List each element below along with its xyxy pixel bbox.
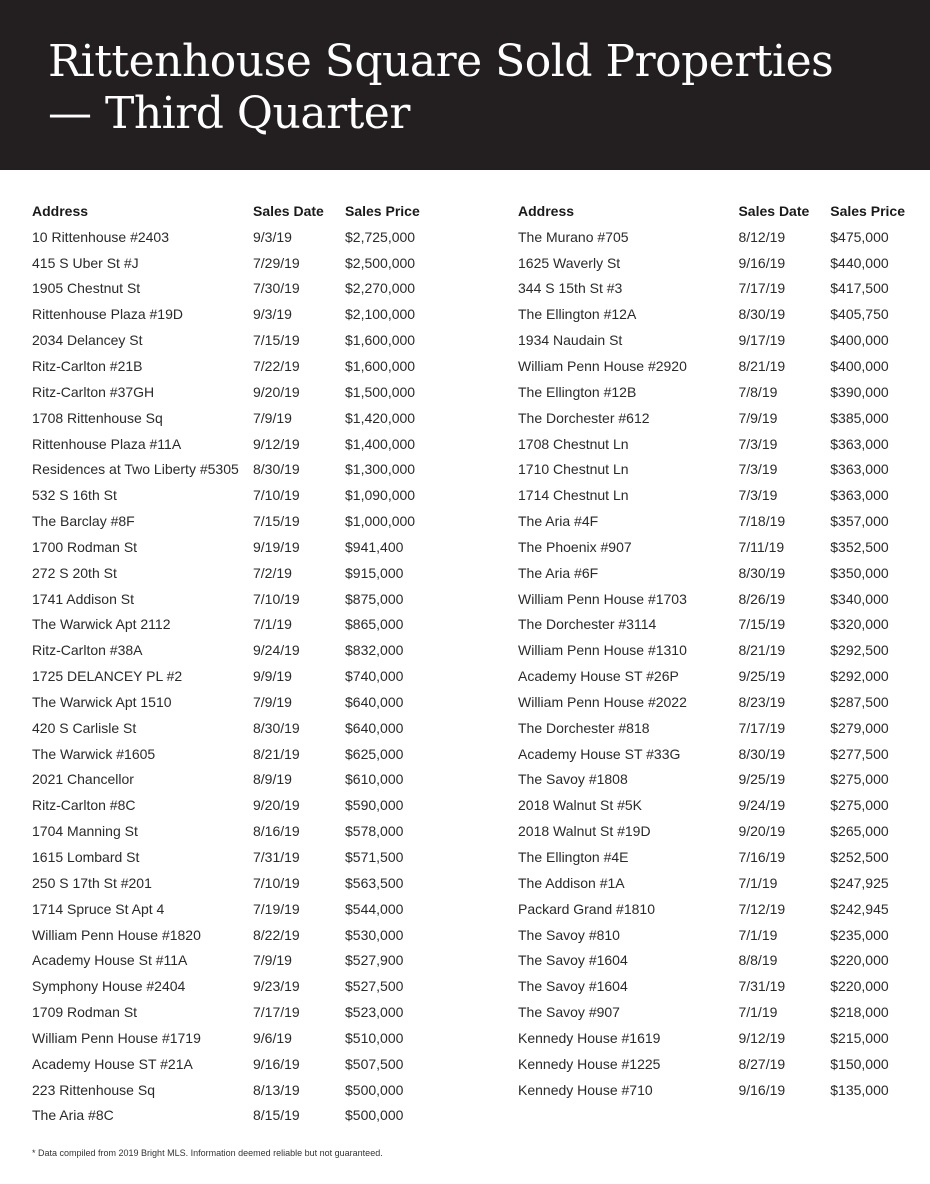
cell-sales-price: $400,000 [830, 357, 889, 374]
cell-sales-price: $640,000 [345, 719, 404, 736]
table-row [518, 534, 930, 560]
cell-sales-date: 7/1/19 [253, 616, 292, 633]
cell-sales-price: $275,000 [830, 771, 889, 788]
cell-address: The Warwick Apt 1510 [32, 693, 172, 710]
cell-sales-date: 7/17/19 [738, 280, 786, 297]
cell-address: The Addison #1A [518, 874, 625, 891]
cell-address: Symphony House #2404 [32, 978, 186, 995]
cell-sales-date: 8/27/19 [738, 1055, 786, 1072]
table-row [32, 818, 455, 844]
cell-address: The Savoy #1808 [518, 771, 628, 788]
cell-address: William Penn House #1820 [32, 926, 201, 943]
cell-sales-price: $2,270,000 [345, 280, 416, 297]
cell-address: 1710 Chestnut Ln [518, 461, 629, 478]
table-row [518, 560, 930, 586]
cell-sales-date: 9/23/19 [253, 978, 300, 995]
table-row [32, 767, 455, 793]
table-row [32, 508, 455, 534]
table-row [32, 534, 455, 560]
table-header-row [32, 198, 455, 224]
title-line-1: Rittenhouse Square Sold Properties [48, 36, 834, 87]
cell-address: Academy House St #11A [32, 952, 188, 969]
table-row [32, 482, 455, 508]
cell-sales-price: $1,600,000 [345, 332, 416, 349]
cell-sales-date: 7/19/19 [253, 900, 300, 917]
cell-sales-date: 7/3/19 [738, 435, 778, 452]
cell-sales-price: $510,000 [345, 1029, 404, 1046]
cell-sales-date: 7/2/19 [253, 564, 292, 581]
table-row [518, 689, 930, 715]
cell-sales-price: $590,000 [345, 797, 404, 814]
header-sales-price: Sales Price [345, 202, 420, 219]
table-row [518, 482, 930, 508]
cell-sales-price: $220,000 [830, 978, 889, 995]
table-row [32, 999, 455, 1025]
cell-sales-date: 7/11/19 [738, 538, 785, 555]
table-row [32, 1103, 455, 1129]
cell-sales-price: $275,000 [830, 797, 889, 814]
cell-address: Kennedy House #710 [518, 1081, 653, 1098]
cell-sales-price: $350,000 [830, 564, 889, 581]
cell-sales-date: 9/3/19 [253, 228, 292, 245]
table-row [518, 379, 930, 405]
cell-sales-price: $400,000 [830, 332, 889, 349]
cell-sales-price: $544,000 [345, 900, 404, 917]
cell-sales-date: 9/24/19 [253, 642, 300, 659]
cell-sales-price: $1,090,000 [345, 487, 416, 504]
cell-sales-price: $507,500 [345, 1055, 404, 1072]
cell-sales-date: 9/12/19 [253, 435, 300, 452]
cell-sales-price: $150,000 [830, 1055, 889, 1072]
cell-address: Ritz-Carlton #21B [32, 357, 143, 374]
table-row [518, 844, 930, 870]
cell-address: Academy House ST #21A [32, 1055, 193, 1072]
cell-address: The Warwick #1605 [32, 745, 156, 762]
cell-address: William Penn House #2022 [518, 693, 687, 710]
cell-sales-date: 8/30/19 [738, 745, 786, 762]
cell-sales-date: 7/9/19 [253, 952, 292, 969]
cell-address: 1700 Rodman St [32, 538, 138, 555]
table-row [518, 999, 930, 1025]
right-sales-table [518, 198, 930, 1103]
cell-address: Kennedy House #1619 [518, 1029, 661, 1046]
table-row [518, 508, 930, 534]
cell-sales-price: $500,000 [345, 1081, 404, 1098]
cell-sales-date: 9/20/19 [738, 823, 786, 840]
cell-address: The Savoy #907 [518, 1004, 620, 1021]
header-sales-price: Sales Price [830, 202, 905, 219]
cell-sales-date: 7/22/19 [253, 357, 300, 374]
table-row [32, 276, 455, 302]
table-row [32, 431, 455, 457]
cell-address: 1704 Manning St [32, 823, 138, 840]
cell-sales-date: 7/15/19 [738, 616, 786, 633]
cell-sales-date: 7/31/19 [738, 978, 786, 995]
cell-address: William Penn House #2920 [518, 357, 687, 374]
cell-sales-date: 8/22/19 [253, 926, 300, 943]
cell-sales-price: $865,000 [345, 616, 404, 633]
cell-address: The Aria #8C [32, 1107, 114, 1124]
cell-sales-price: $363,000 [830, 461, 889, 478]
table-row [32, 250, 455, 276]
cell-address: William Penn House #1310 [518, 642, 687, 659]
cell-address: 2018 Walnut St #5K [518, 797, 643, 814]
cell-sales-date: 8/30/19 [738, 306, 786, 323]
cell-sales-date: 9/19/19 [253, 538, 300, 555]
cell-sales-price: $352,500 [830, 538, 889, 555]
footer-note: * Data compiled from 2019 Bright MLS. Information deemed reliable but not guaranteed. [32, 1148, 383, 1158]
cell-address: 1934 Naudain St [518, 332, 623, 349]
cell-address: 1708 Chestnut Ln [518, 435, 629, 452]
cell-sales-price: $527,900 [345, 952, 404, 969]
cell-sales-price: $357,000 [830, 513, 889, 530]
table-row [32, 870, 455, 896]
cell-sales-date: 8/26/19 [738, 590, 786, 607]
table-row [518, 1025, 930, 1051]
cell-address: 532 S 16th St [32, 487, 117, 504]
header-address: Address [518, 202, 575, 219]
table-row [518, 818, 930, 844]
cell-sales-date: 8/16/19 [253, 823, 300, 840]
cell-sales-date: 8/30/19 [253, 461, 300, 478]
table-row [32, 224, 455, 250]
cell-sales-date: 9/16/19 [253, 1055, 300, 1072]
cell-address: The Savoy #1604 [518, 952, 628, 969]
cell-address: The Savoy #810 [518, 926, 620, 943]
cell-sales-date: 7/9/19 [253, 409, 292, 426]
cell-sales-price: $292,000 [830, 668, 889, 685]
cell-sales-date: 7/8/19 [738, 383, 778, 400]
cell-address: 1905 Chestnut St [32, 280, 141, 297]
cell-sales-date: 7/3/19 [738, 487, 778, 504]
cell-sales-price: $440,000 [830, 254, 889, 271]
table-row [32, 973, 455, 999]
table-row [32, 456, 455, 482]
cell-address: 272 S 20th St [32, 564, 117, 581]
header-address: Address [32, 202, 89, 219]
cell-address: 344 S 15th St #3 [518, 280, 623, 297]
cell-sales-date: 9/17/19 [738, 332, 786, 349]
table-row [518, 276, 930, 302]
table-row [32, 896, 455, 922]
cell-sales-price: $832,000 [345, 642, 404, 659]
table-row [518, 586, 930, 612]
table-row [518, 870, 930, 896]
cell-sales-date: 9/24/19 [738, 797, 786, 814]
cell-sales-date: 9/3/19 [253, 306, 292, 323]
right-table-body [518, 224, 930, 1103]
cell-address: 415 S Uber St #J [32, 254, 139, 271]
cell-sales-date: 9/20/19 [253, 797, 300, 814]
table-row [32, 844, 455, 870]
table-row [32, 405, 455, 431]
page-header [0, 0, 930, 170]
table-row [32, 1051, 455, 1077]
table-row [518, 1051, 930, 1077]
cell-sales-price: $218,000 [830, 1004, 889, 1021]
cell-address: 1725 DELANCEY PL #2 [32, 668, 183, 685]
cell-sales-date: 7/17/19 [738, 719, 786, 736]
cell-sales-date: 7/10/19 [253, 590, 300, 607]
cell-address: The Dorchester #612 [518, 409, 650, 426]
table-row [32, 301, 455, 327]
cell-sales-date: 8/8/19 [738, 952, 778, 969]
cell-sales-price: $475,000 [830, 228, 889, 245]
cell-address: 420 S Carlisle St [32, 719, 137, 736]
table-row [32, 741, 455, 767]
left-sales-table-container [32, 198, 455, 1128]
cell-address: The Ellington #12B [518, 383, 637, 400]
cell-address: 1615 Lombard St [32, 849, 140, 866]
table-row [32, 1077, 455, 1103]
cell-address: The Phoenix #907 [518, 538, 632, 555]
cell-sales-price: $1,000,000 [345, 513, 416, 530]
cell-address: The Dorchester #3114 [518, 616, 657, 633]
cell-sales-date: 7/9/19 [253, 693, 292, 710]
cell-sales-price: $247,925 [830, 874, 889, 891]
cell-sales-price: $530,000 [345, 926, 404, 943]
cell-sales-price: $2,500,000 [345, 254, 416, 271]
header-sales-date: Sales Date [253, 202, 324, 219]
table-row [518, 947, 930, 973]
cell-address: The Aria #4F [518, 513, 599, 530]
left-sales-table [32, 198, 455, 1128]
cell-sales-price: $1,300,000 [345, 461, 416, 478]
cell-sales-date: 9/6/19 [253, 1029, 292, 1046]
cell-sales-date: 9/25/19 [738, 771, 786, 788]
cell-sales-date: 7/10/19 [253, 874, 300, 891]
cell-sales-price: $625,000 [345, 745, 404, 762]
cell-sales-date: 8/21/19 [738, 642, 786, 659]
table-row [32, 379, 455, 405]
table-row [518, 715, 930, 741]
cell-sales-price: $563,500 [345, 874, 404, 891]
cell-sales-price: $252,500 [830, 849, 889, 866]
table-row [518, 792, 930, 818]
cell-address: 1625 Waverly St [518, 254, 621, 271]
cell-address: 2021 Chancellor [32, 771, 134, 788]
cell-sales-price: $363,000 [830, 435, 889, 452]
table-row [518, 224, 930, 250]
cell-address: 2018 Walnut St #19D [518, 823, 651, 840]
cell-sales-price: $875,000 [345, 590, 404, 607]
cell-sales-date: 8/23/19 [738, 693, 786, 710]
cell-sales-price: $320,000 [830, 616, 889, 633]
cell-sales-date: 9/12/19 [738, 1029, 786, 1046]
table-row [32, 689, 455, 715]
cell-sales-price: $363,000 [830, 487, 889, 504]
cell-sales-price: $277,500 [830, 745, 889, 762]
table-row [32, 792, 455, 818]
cell-sales-price: $2,725,000 [345, 228, 416, 245]
cell-sales-price: $242,945 [830, 900, 889, 917]
cell-sales-price: $640,000 [345, 693, 404, 710]
table-row [32, 560, 455, 586]
table-row [518, 431, 930, 457]
table-row [518, 405, 930, 431]
cell-address: Kennedy House #1225 [518, 1055, 661, 1072]
cell-address: 1714 Chestnut Ln [518, 487, 629, 504]
cell-address: 1708 Rittenhouse Sq [32, 409, 163, 426]
table-row [32, 663, 455, 689]
cell-address: The Ellington #12A [518, 306, 637, 323]
cell-sales-date: 8/30/19 [738, 564, 786, 581]
cell-sales-price: $1,400,000 [345, 435, 416, 452]
cell-address: The Murano #705 [518, 228, 629, 245]
cell-sales-price: $740,000 [345, 668, 404, 685]
cell-sales-price: $385,000 [830, 409, 889, 426]
cell-sales-date: 7/17/19 [253, 1004, 300, 1021]
cell-sales-price: $235,000 [830, 926, 889, 943]
cell-sales-date: 8/13/19 [253, 1081, 300, 1098]
cell-address: 1714 Spruce St Apt 4 [32, 900, 165, 917]
cell-sales-date: 9/16/19 [738, 1081, 786, 1098]
cell-sales-price: $1,420,000 [345, 409, 416, 426]
table-row [518, 896, 930, 922]
table-row [32, 637, 455, 663]
cell-sales-price: $417,500 [830, 280, 889, 297]
table-row [518, 637, 930, 663]
cell-sales-price: $287,500 [830, 693, 889, 710]
cell-address: The Savoy #1604 [518, 978, 628, 995]
cell-sales-price: $523,000 [345, 1004, 404, 1021]
cell-sales-date: 7/12/19 [738, 900, 786, 917]
table-row [32, 947, 455, 973]
cell-sales-date: 9/25/19 [738, 668, 786, 685]
cell-sales-price: $527,500 [345, 978, 404, 995]
table-row [32, 612, 455, 638]
cell-address: 2034 Delancey St [32, 332, 143, 349]
table-row [518, 456, 930, 482]
table-row [32, 715, 455, 741]
cell-address: Ritz-Carlton #38A [32, 642, 143, 659]
cell-sales-date: 7/30/19 [253, 280, 300, 297]
cell-sales-date: 9/16/19 [738, 254, 786, 271]
cell-sales-date: 8/21/19 [253, 745, 300, 762]
table-row [518, 250, 930, 276]
cell-sales-price: $578,000 [345, 823, 404, 840]
cell-sales-price: $915,000 [345, 564, 404, 581]
cell-sales-price: $265,000 [830, 823, 889, 840]
table-row [518, 1077, 930, 1103]
cell-sales-date: 7/15/19 [253, 513, 300, 530]
table-row [518, 922, 930, 948]
table-row [518, 741, 930, 767]
cell-sales-date: 7/31/19 [253, 849, 300, 866]
cell-sales-date: 8/12/19 [738, 228, 786, 245]
table-row [518, 612, 930, 638]
cell-sales-price: $2,100,000 [345, 306, 416, 323]
header-sales-date: Sales Date [738, 202, 810, 219]
cell-sales-date: 7/16/19 [738, 849, 786, 866]
left-table-body [32, 224, 455, 1129]
cell-sales-price: $941,400 [345, 538, 404, 555]
table-row [32, 586, 455, 612]
cell-address: Academy House ST #26P [518, 668, 679, 685]
cell-address: Rittenhouse Plaza #11A [32, 435, 182, 452]
cell-address: Ritz-Carlton #8C [32, 797, 136, 814]
cell-address: William Penn House #1719 [32, 1029, 201, 1046]
cell-sales-date: 7/29/19 [253, 254, 300, 271]
cell-sales-date: 7/9/19 [738, 409, 778, 426]
cell-sales-price: $220,000 [830, 952, 889, 969]
cell-sales-price: $1,500,000 [345, 383, 416, 400]
cell-address: 1741 Addison St [32, 590, 134, 607]
cell-address: The Warwick Apt 2112 [32, 616, 171, 633]
cell-sales-price: $292,500 [830, 642, 889, 659]
cell-sales-date: 7/1/19 [738, 926, 778, 943]
cell-sales-date: 9/20/19 [253, 383, 300, 400]
cell-sales-date: 7/3/19 [738, 461, 778, 478]
table-header-row [518, 198, 930, 224]
right-sales-table-container [518, 198, 930, 1103]
cell-address: William Penn House #1703 [518, 590, 687, 607]
cell-address: The Barclay #8F [32, 513, 135, 530]
table-row [32, 327, 455, 353]
table-row [518, 767, 930, 793]
cell-sales-date: 7/15/19 [253, 332, 300, 349]
table-row [32, 1025, 455, 1051]
cell-sales-price: $279,000 [830, 719, 889, 736]
cell-sales-date: 8/9/19 [253, 771, 292, 788]
cell-sales-price: $1,600,000 [345, 357, 416, 374]
cell-address: Packard Grand #1810 [518, 900, 655, 917]
cell-address: The Ellington #4E [518, 849, 629, 866]
cell-address: 10 Rittenhouse #2403 [32, 228, 169, 245]
cell-sales-date: 8/21/19 [738, 357, 786, 374]
table-row [518, 327, 930, 353]
title-line-2: — Third Quarter [48, 88, 410, 139]
cell-address: Academy House ST #33G [518, 745, 681, 762]
table-row [32, 922, 455, 948]
cell-address: The Aria #6F [518, 564, 599, 581]
cell-address: 250 S 17th St #201 [32, 874, 152, 891]
cell-sales-price: $405,750 [830, 306, 889, 323]
cell-sales-price: $500,000 [345, 1107, 404, 1124]
table-row [518, 301, 930, 327]
cell-address: 1709 Rodman St [32, 1004, 138, 1021]
cell-sales-date: 7/18/19 [738, 513, 786, 530]
cell-address: 223 Rittenhouse Sq [32, 1081, 155, 1098]
cell-address: Residences at Two Liberty #5305 [32, 461, 239, 478]
cell-sales-date: 7/1/19 [738, 874, 778, 891]
cell-sales-price: $571,500 [345, 849, 404, 866]
cell-sales-price: $135,000 [830, 1081, 889, 1098]
cell-sales-date: 8/15/19 [253, 1107, 300, 1124]
cell-sales-price: $215,000 [830, 1029, 889, 1046]
table-row [518, 973, 930, 999]
cell-address: Rittenhouse Plaza #19D [32, 306, 183, 323]
cell-sales-date: 7/10/19 [253, 487, 300, 504]
cell-sales-date: 9/9/19 [253, 668, 292, 685]
table-row [518, 353, 930, 379]
cell-sales-date: 8/30/19 [253, 719, 300, 736]
cell-sales-price: $390,000 [830, 383, 889, 400]
table-row [32, 353, 455, 379]
table-row [518, 663, 930, 689]
cell-address: The Dorchester #818 [518, 719, 650, 736]
cell-sales-price: $610,000 [345, 771, 404, 788]
page-title [48, 36, 888, 140]
cell-address: Ritz-Carlton #37GH [32, 383, 155, 400]
cell-sales-date: 7/1/19 [738, 1004, 778, 1021]
cell-sales-price: $340,000 [830, 590, 889, 607]
